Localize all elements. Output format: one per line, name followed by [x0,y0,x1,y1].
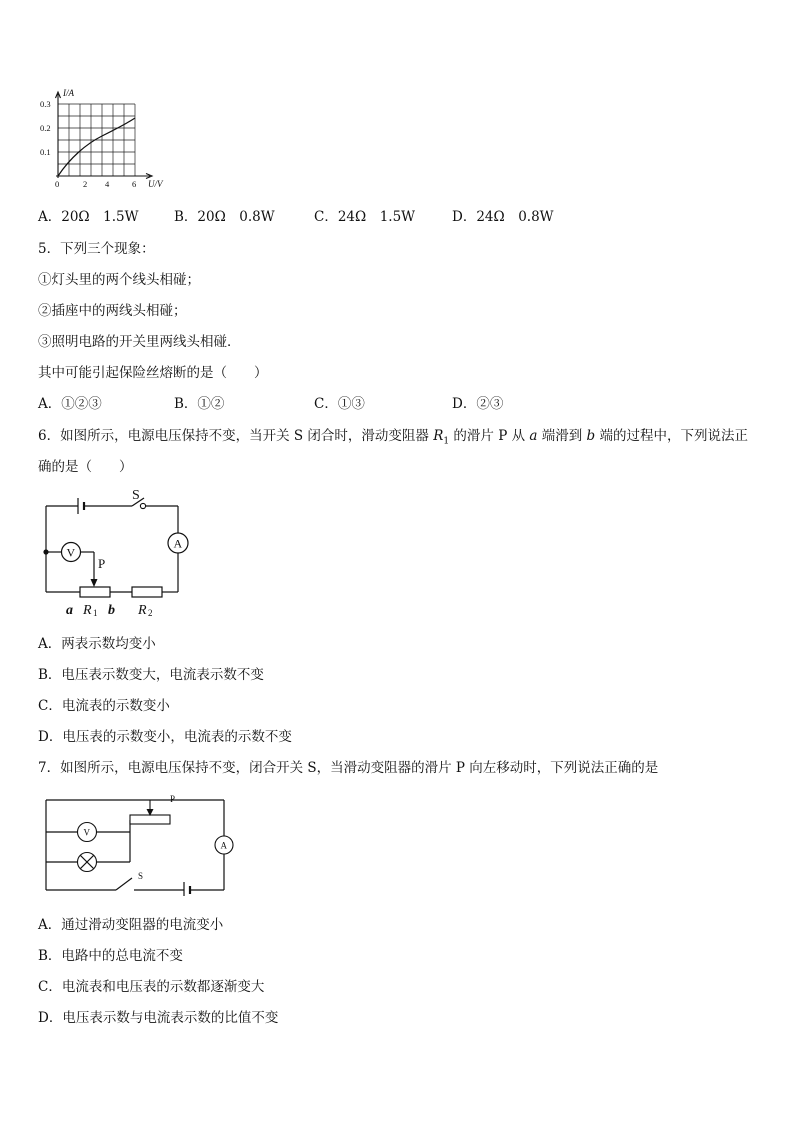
graph-curve [58,118,135,176]
q6-r1-sub: 1 [93,608,98,618]
q5-question: 其中可能引起保险丝熔断的是（ ） [38,365,268,381]
graph-y-tick: 0.1 [40,147,51,157]
q6-end-a-label: a [66,603,73,618]
q7-voltmeter-label: V [83,827,90,838]
q6-resistor-r1 [80,587,110,597]
q6-voltmeter-label: V [66,545,76,560]
graph-grid [58,104,135,176]
q6-end-b-label: b [108,603,115,618]
q6-stem [38,428,748,450]
q6-slider-arrow [91,579,98,587]
q6-stem-pre: 6．如图所示，电源电压保持不变，当开关 S 闭合时，滑动变阻器 [38,428,434,444]
q7-switch-label: S [138,871,144,881]
q4-option-c[interactable]: C．24Ω 1.5W [314,209,416,225]
graph-x-tick: 4 [105,179,110,189]
q7-ammeter-label: A [220,840,227,851]
iu-graph [36,86,176,192]
q7-circuit-diagram [36,790,236,896]
q7-slider-label: P [170,794,176,804]
q7-option-b[interactable]: B．电路中的总电流不变 [38,948,183,964]
q5-option-b[interactable]: B．①② [174,396,225,412]
q4-option-d[interactable]: D．24Ω 0.8W [452,209,554,225]
q6-stem-r-sub: 1 [443,436,450,447]
q5-option-a[interactable]: A．①②③ [38,396,102,412]
q6-stem-b: b [586,428,596,444]
graph-y-label: I/A [63,88,74,98]
q5-stem: 5．下列三个现象： [38,241,155,257]
q5-item-2: ②插座中的两线头相碰； [38,303,187,319]
q6-ammeter-label: A [173,536,183,551]
q5-item-3: ③照明电路的开关里两线头相碰． [38,334,241,350]
graph-y-tick: 0.3 [40,99,51,109]
q6-stem-r: R [433,428,444,444]
q6-option-a[interactable]: A．两表示数均变小 [38,636,156,652]
q7-option-d[interactable]: D．电压表示数与电流表示数的比值不变 [38,1010,279,1026]
q6-option-b[interactable]: B．电压表示数变大，电流表示数不变 [38,667,264,683]
q7-switch-blade [116,878,132,890]
q6-option-d[interactable]: D．电压表的示数变小，电流表的示数不变 [38,729,292,745]
graph-x-label: U/V [148,179,163,189]
q6-option-c[interactable]: C．电流表的示数变小 [38,698,170,714]
q6-stem-mid2: 端滑到 [537,428,587,444]
q7-rheostat [130,815,170,824]
q6-r2-sub: 2 [148,608,153,618]
graph-x-tick: 2 [83,179,88,189]
q6-r1-label: R [83,603,92,618]
q6-junction [43,549,48,554]
q6-stem-a: a [529,428,538,444]
q6-slider-label: P [98,556,106,571]
q6-stem-mid1: 的滑片 P 从 [449,428,530,444]
q6-switch-contact [140,503,145,508]
q6-resistor-r2 [132,587,162,597]
q4-option-a[interactable]: A．20Ω 1.5W [38,209,139,225]
q4-option-b[interactable]: B．20Ω 0.8W [174,209,275,225]
q6-circuit-diagram [36,486,196,620]
q7-stem: 7．如图所示，电源电压保持不变，闭合开关 S，当滑动变阻器的滑片 P 向左移动时，下列说法正确的是 [38,760,659,776]
q7-option-a[interactable]: A．通过滑动变阻器的电流变小 [38,917,224,933]
q6-r2-label: R [138,603,147,618]
graph-y-tick: 0.2 [40,123,51,133]
q7-option-c[interactable]: C．电流表和电压表的示数都逐渐变大 [38,979,265,995]
q6-stem-line2: 确的是（ ） [38,459,133,475]
q5-option-c[interactable]: C．①③ [314,396,365,412]
q5-option-d[interactable]: D．②③ [452,396,504,412]
graph-x-tick: 0 [55,179,60,189]
q6-stem-post: 端的过程中，下列说法正 [595,428,748,444]
q5-item-1: ①灯头里的两个线头相碰； [38,272,200,288]
graph-x-tick: 6 [132,179,137,189]
q6-switch-label: S [132,488,140,503]
